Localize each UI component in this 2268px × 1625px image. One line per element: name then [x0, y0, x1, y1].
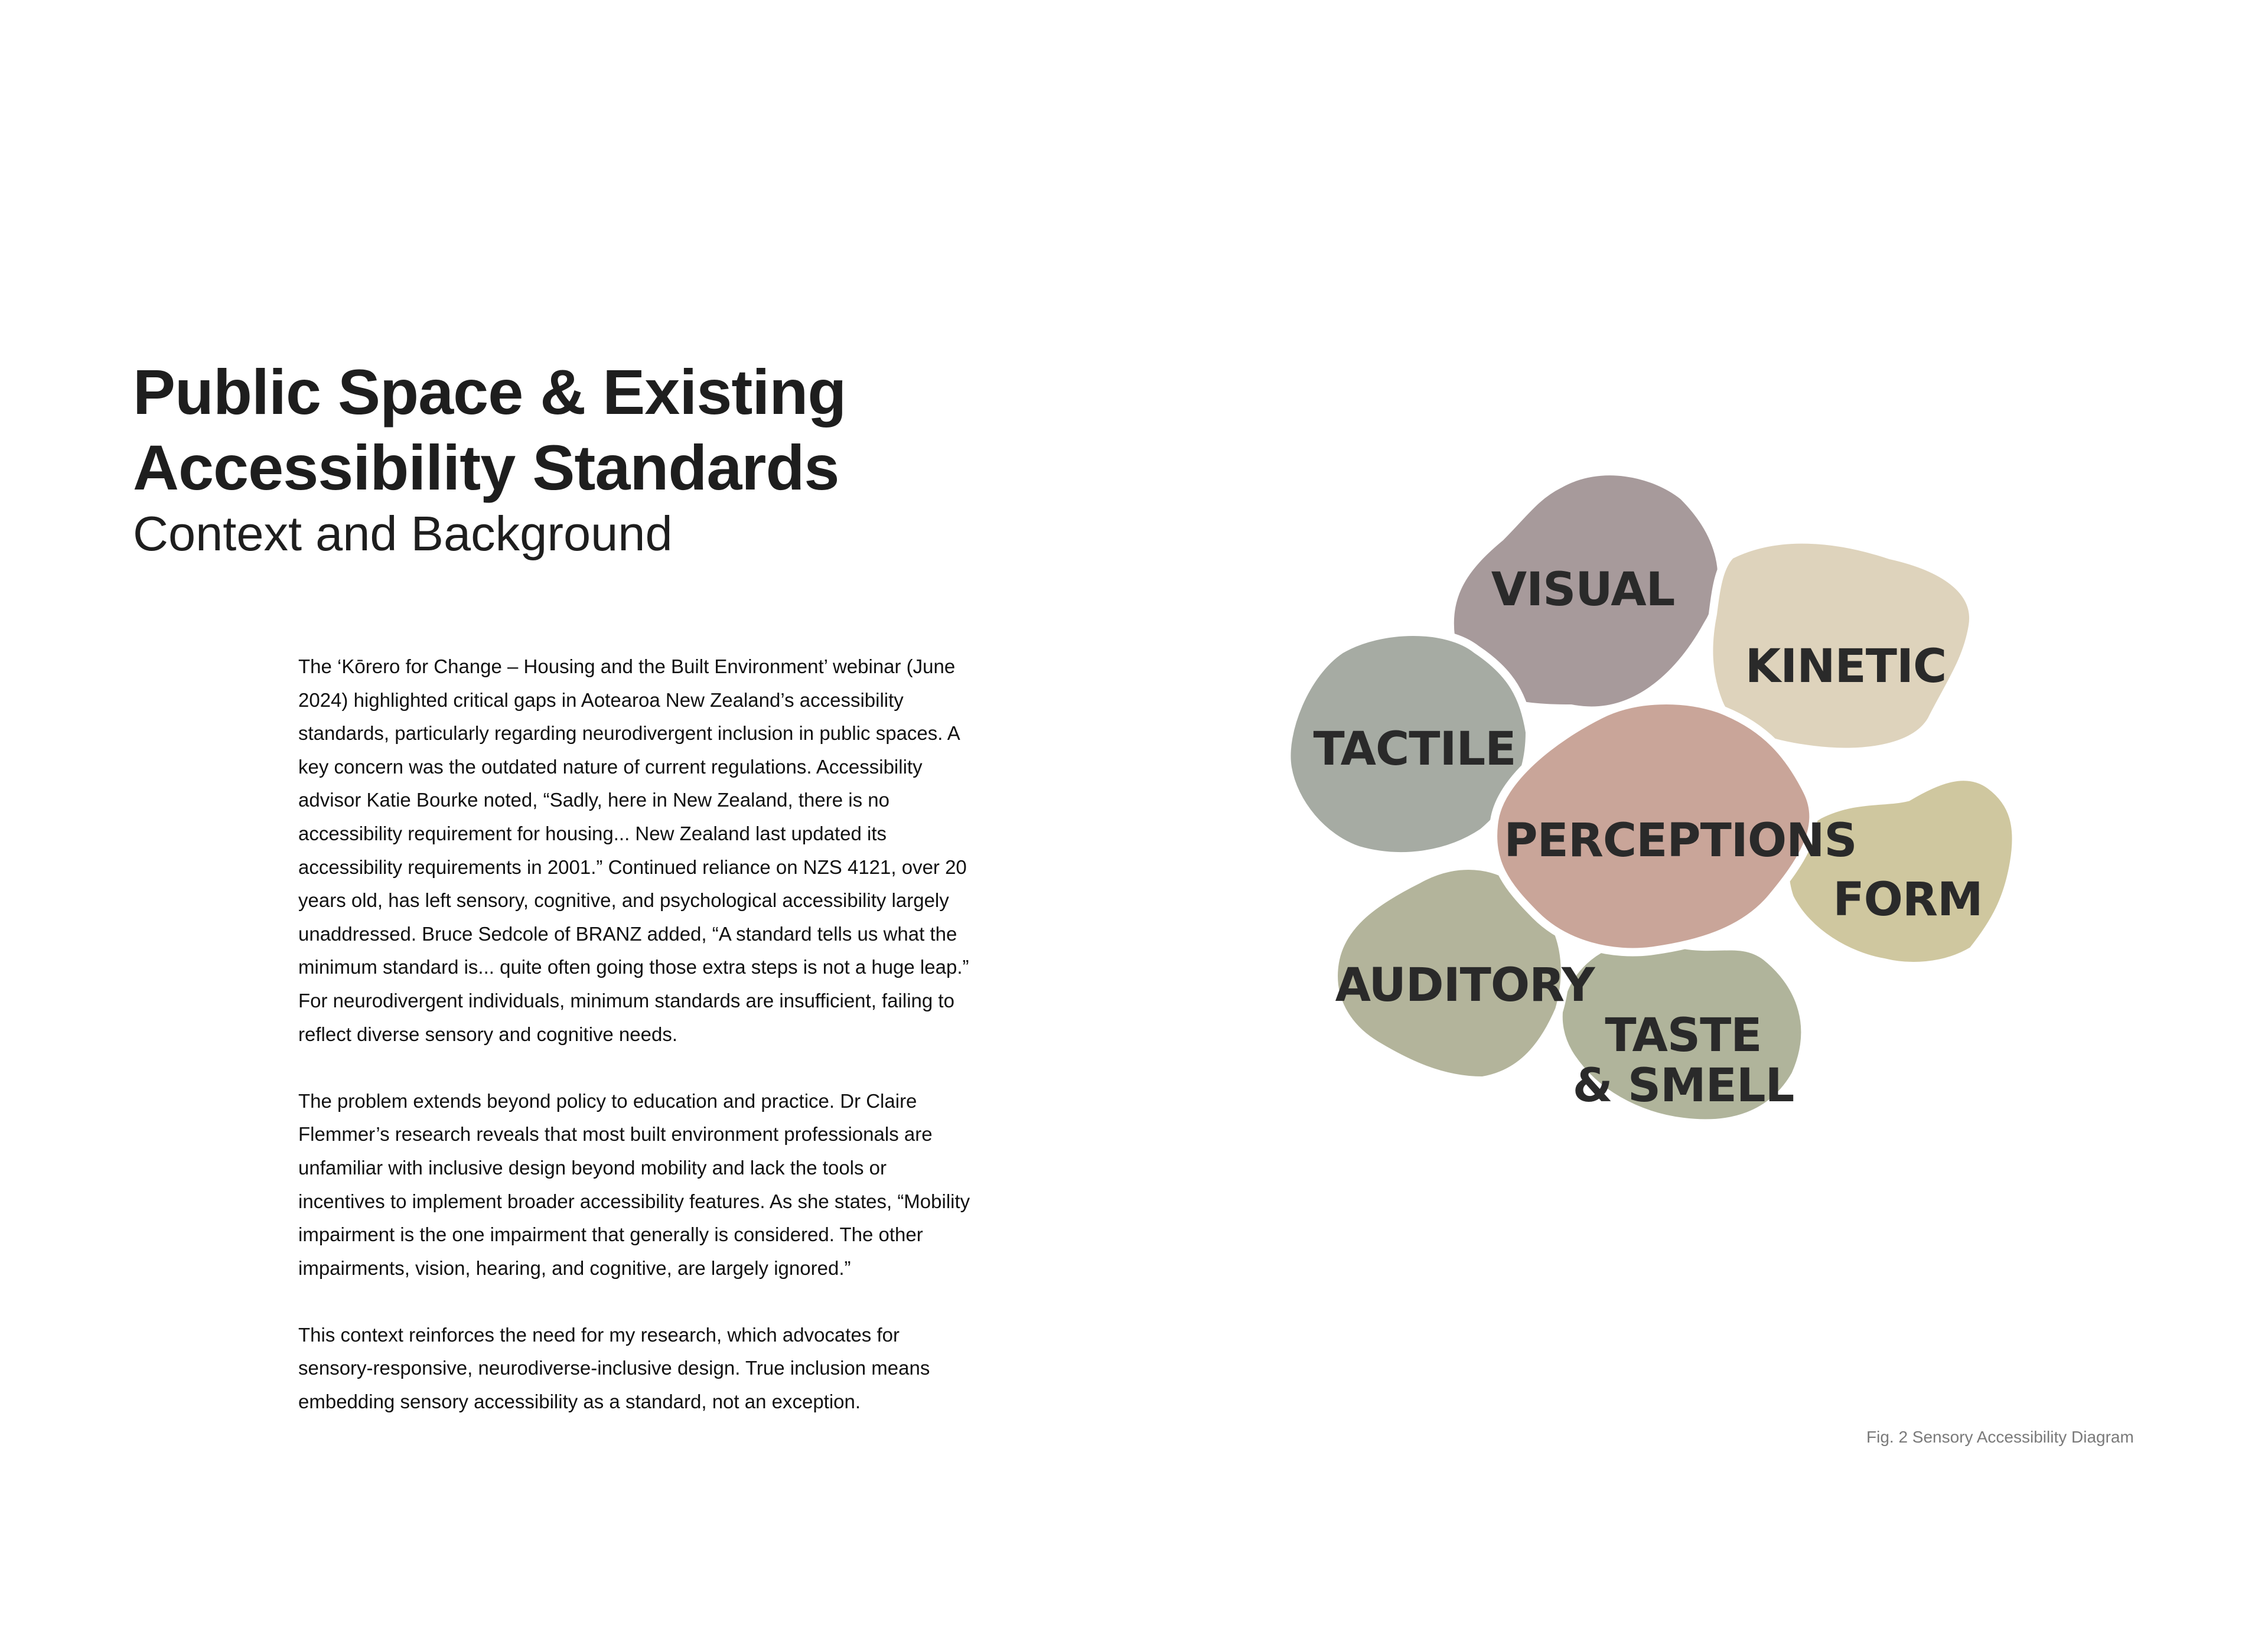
page-subtitle: Context and Background [133, 506, 673, 561]
label-tactile: TACTILE [1313, 723, 1516, 776]
label-kinetic: KINETIC [1745, 640, 1947, 693]
label-auditory: AUDITORY [1335, 959, 1595, 1012]
label-center: PERCEPTIONS [1504, 814, 1857, 867]
label-taste-line-2: & SMELL [1572, 1059, 1794, 1112]
page-title-line-1: Public Space & Existing [133, 356, 846, 428]
figure-caption: Fig. 2 Sensory Accessibility Diagram [1866, 1428, 2134, 1446]
label-taste-line-1: TASTE [1605, 1009, 1762, 1062]
paragraph-3: This context reinforces the need for my research, which advocates for sensory-responsive, neurodiverse-inclusive design. True inclusion means embedding sensory accessibility as a standard, not an exception. [298, 1323, 930, 1413]
body-text [298, 650, 977, 1452]
page-title [133, 354, 1019, 505]
sensory-diagram [1270, 449, 2085, 1228]
paragraph-2: The problem extends beyond policy to education and practice. Dr Claire Flemmer’s research reveals that most built environment professionals are unfamiliar with inclusive design beyond mobility and lack the tools or incentives to implement broader accessibility features. As she states, “Mobility impairment is the one impairment that generally is considered. The other impairments, vision, hearing, and cognitive, are largely ignored.” [298, 1089, 970, 1279]
label-visual: VISUAL [1491, 563, 1675, 616]
paragraph-1: The ‘Kōrero for Change – Housing and the Built Environment’ webinar (June 2024) highlighted critical gaps in Aotearoa New Zealand’s accessibility standards, particularly regarding neurodivergent inclusion in public spaces. A key concern was the outdated nature of current regulations. Accessibility advisor Katie Bourke noted, “Sadly, here in New Zealand, there is no accessibility requirement for housing... New Zealand last updated its accessibility requirements in 2001.” Continued reliance on NZS 4121, over 20 years old, has left sensory, cognitive, and psychological accessibility largely unaddressed. Bruce Sedcole of BRANZ added, “A standard tells us what the minimum standard is... quite often going those extra steps is not a huge leap.” For neurodivergent individuals, minimum standards are insufficient, failing to reflect diverse sensory and cognitive needs. [298, 655, 969, 1045]
title-block [133, 354, 1019, 562]
page-title-line-2: Accessibility Standards [133, 432, 839, 503]
label-form: FORM [1833, 873, 1983, 926]
sensory-diagram-svg [1270, 449, 2085, 1228]
petal-form [1785, 776, 2016, 966]
